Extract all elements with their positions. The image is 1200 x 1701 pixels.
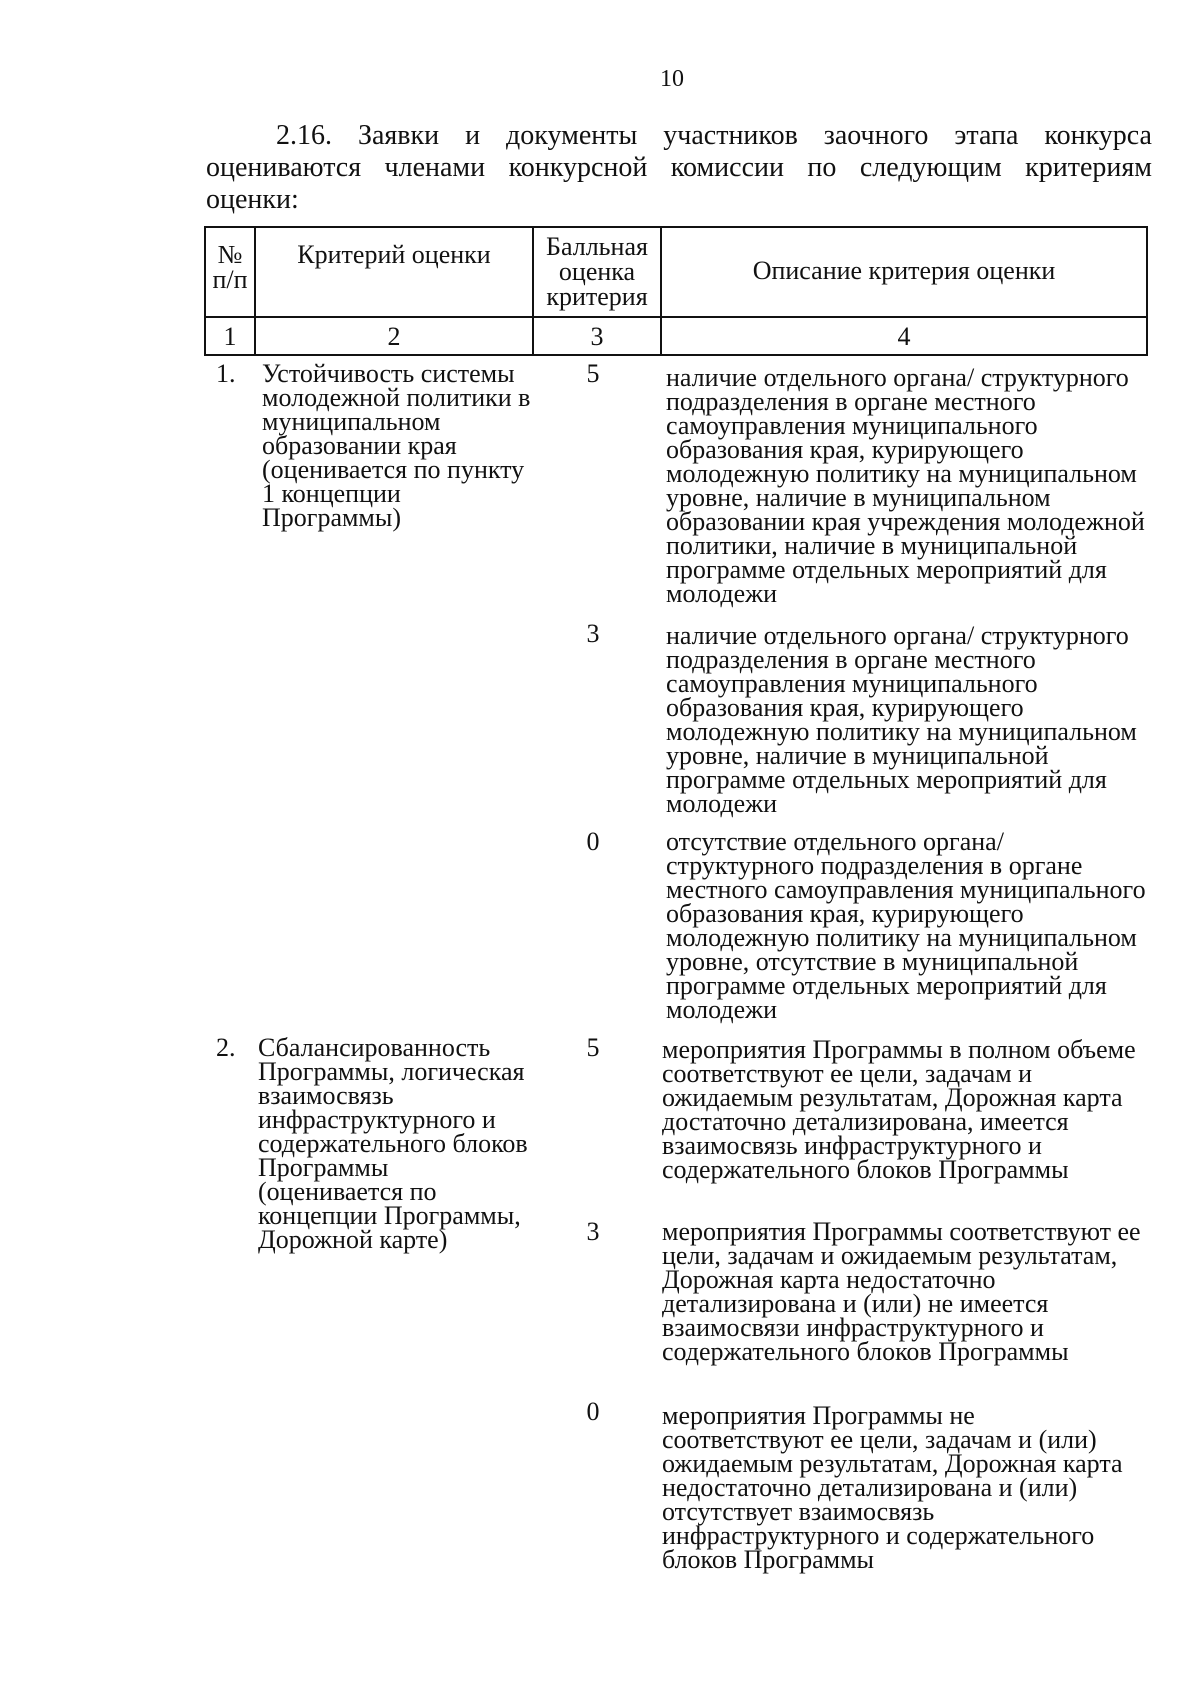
row-1-description-3: наличие отдельного органа/ структурного подразделения в органе местного самоуправления муниципального образования края, курирующего молодежную политику на муниципальном уровне, наличие в муниципальной программе отдельных мероприятий для молодежи (666, 621, 1137, 818)
row-2-score-0: 0 (586, 1397, 600, 1426)
row-1-criterion: Устойчивость системы молодежной политики в муниципальном образовании края (оценивается по пункту 1 концепции Программы) (262, 359, 531, 532)
row-2-number: 2. (216, 1033, 236, 1062)
row-2-description-5: мероприятия Программы в полном объеме соответствуют ее цели, задачам и ожидаемым результатам, Дорожная карта достаточно детализирована, имеется взаимосвязь инфраструктурного и содержательного блоков Программы (662, 1035, 1136, 1184)
row-1-score-0: 0 (586, 827, 600, 856)
row-1-description-5: наличие отдельного органа/ структурного подразделения в органе местного самоуправления муниципального образования края, курирующего молодежную политику на муниципальном уровне, наличие в муниципальном образовании края учреждения молодежной политики, наличие в муниципальной программе отдельных мероприятий для молодежи (666, 363, 1145, 608)
criteria-table-header (204, 226, 1148, 356)
header-criterion: Критерий оценки (297, 240, 491, 269)
header-description: Описание критерия оценки (752, 256, 1056, 285)
row-2-score-3: 3 (586, 1217, 600, 1246)
page-number: 10 (660, 66, 684, 92)
row-1-number: 1. (216, 359, 236, 388)
intro-paragraph: 2.16. Заявки и документы участников заочного этапа конкурса оцениваются членами конкурсной комиссии по следующим критериям оценки: (206, 120, 1152, 215)
row-2-score-5: 5 (586, 1033, 600, 1062)
row-2-description-0: мероприятия Программы не соответствуют ее цели, задачам и (или) ожидаемым результатам, Дорожная карта недостаточно детализирована и (или) отсутствует взаимосвязь инфраструктурного и содержательного блоков Программы (662, 1401, 1123, 1574)
row-1-score-3: 3 (586, 619, 600, 648)
row-1-score-5: 5 (586, 359, 600, 388)
row-2-description-3: мероприятия Программы соответствуют ее цели, задачам и ожидаемым результатам, Дорожная карта недостаточно детализирована и (или) не имеется взаимосвязи инфраструктурного и содержательного блоков Программы (662, 1217, 1141, 1366)
column-number-3: 3 (590, 322, 604, 351)
header-number: № п/п (212, 240, 248, 294)
row-2-criterion: Сбалансированность Программы, логическая взаимосвязь инфраструктурного и содержательного блоков Программы (оценивается по концепции Программы, Дорожной карте) (258, 1033, 528, 1254)
header-score: Балльная оценка критерия (546, 232, 648, 311)
column-number-1: 1 (223, 322, 237, 351)
row-1-description-0: отсутствие отдельного органа/ структурного подразделения в органе местного самоуправления муниципального образования края, курирующего молодежную политику на муниципальном уровне, отсутствие в муниципальной программе отдельных мероприятий для молодежи (666, 827, 1146, 1024)
column-number-2: 2 (387, 322, 401, 351)
column-number-4: 4 (897, 322, 911, 351)
